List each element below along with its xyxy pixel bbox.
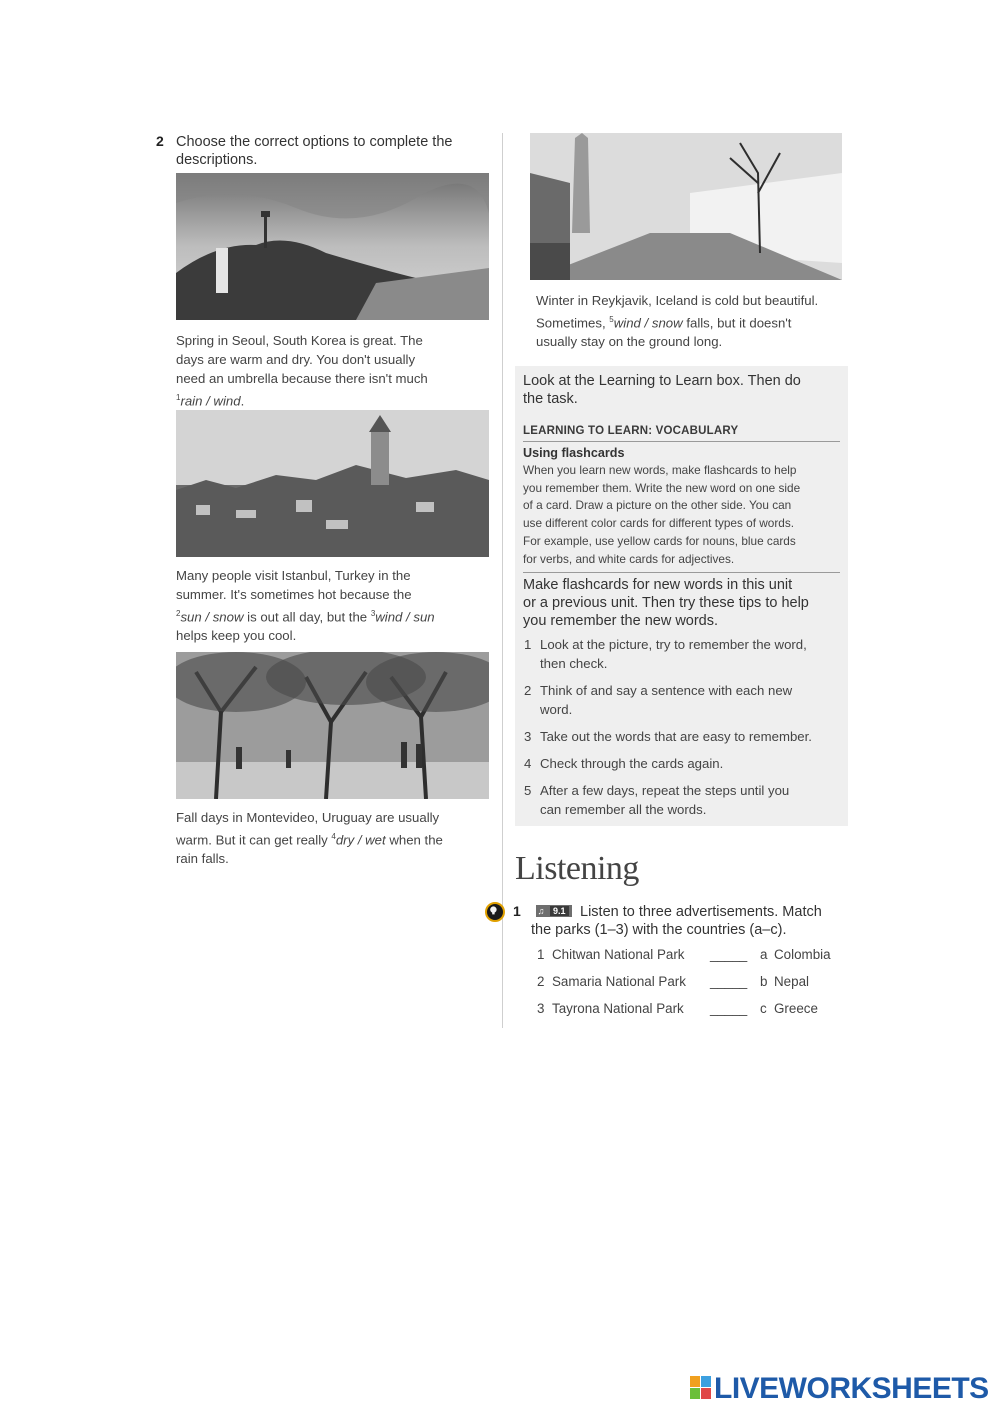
match-row: 2 Samaria National Park _____ b Nepal	[537, 974, 809, 989]
seoul-gap-options: rain / wind	[180, 393, 241, 409]
column-divider	[502, 133, 503, 1028]
reykjavik-caption: Winter in Reykjavik, Iceland is cold but beautiful. Sometimes, $^5$wind / snow falls, but it doesn't usually stay on the ground long.	[536, 293, 819, 350]
istanbul-caption: Many people visit Istanbul, Turkey in the summer. It's sometimes hot because the $^2$sun / snow is out all day, but the $^3$wind / sun helps keep you cool.	[176, 568, 435, 644]
listening-instruction-line2: the parks (1–3) with the countries (a–c).	[531, 922, 787, 938]
reykjavik-gap-options: wind / snow	[613, 315, 683, 331]
exercise-2-instruction: Choose the correct options to complete the descriptions.	[176, 134, 453, 168]
istanbul-photo	[176, 410, 489, 557]
learning-box-subtitle: Using flashcards	[523, 446, 625, 460]
listening-heading: Listening	[515, 850, 639, 887]
body-divider	[523, 572, 840, 573]
answer-blank[interactable]: _____	[710, 1001, 748, 1016]
audio-track-number: 9.1	[550, 906, 569, 916]
seoul-caption: Spring in Seoul, South Korea is great. The days are warm and dry. You don't usually need an umbrella because there isn't much $^1$rain / wind.	[176, 333, 428, 409]
lightbulb-icon	[485, 902, 505, 922]
learning-box-body: When you learn new words, make flashcards to help you remember them. Write the new word on one side of a card. Draw a picture on the other side. You can use different color cards for different types of words. For example, use yellow cards for nouns, blue cards for verbs, and white cards for adjectives.	[523, 463, 801, 566]
match-row: 1 Chitwan National Park _____ a Colombia	[537, 947, 831, 962]
title-divider	[523, 441, 840, 442]
answer-blank[interactable]: _____	[710, 974, 748, 989]
headphones-icon: ♫	[537, 906, 545, 916]
seoul-photo	[176, 173, 489, 320]
liveworksheets-logo-icon	[690, 1376, 712, 1400]
istanbul-gap2-options: sun / snow	[180, 609, 244, 625]
liveworksheets-logo: LIVEWORKSHEETS	[714, 1372, 989, 1405]
learning-task: Make flashcards for new words in this unit or a previous unit. Then try these tips to help you remember the new words.	[523, 577, 809, 629]
montevideo-caption: Fall days in Montevideo, Uruguay are usually warm. But it can get really $^4$dry / wet when the rain falls.	[176, 810, 443, 867]
answer-blank[interactable]: _____	[710, 947, 748, 962]
montevideo-photo	[176, 652, 489, 799]
listening-instruction: Listen to three advertisements. Match	[580, 904, 822, 920]
listening-exercise-number: 1	[513, 903, 521, 919]
audio-track-badge[interactable]	[536, 905, 572, 917]
istanbul-gap3-options: wind / sun	[375, 609, 435, 625]
reykjavik-photo	[530, 133, 842, 280]
montevideo-gap-options: dry / wet	[335, 832, 386, 848]
learning-box-title: LEARNING TO LEARN: VOCABULARY	[523, 425, 739, 437]
match-row: 3 Tayrona National Park _____ c Greece	[537, 1001, 818, 1016]
learning-intro: Look at the Learning to Learn box. Then do the task.	[523, 373, 801, 407]
exercise-2-number: 2	[156, 133, 164, 149]
gap-number: 1	[176, 393, 181, 402]
